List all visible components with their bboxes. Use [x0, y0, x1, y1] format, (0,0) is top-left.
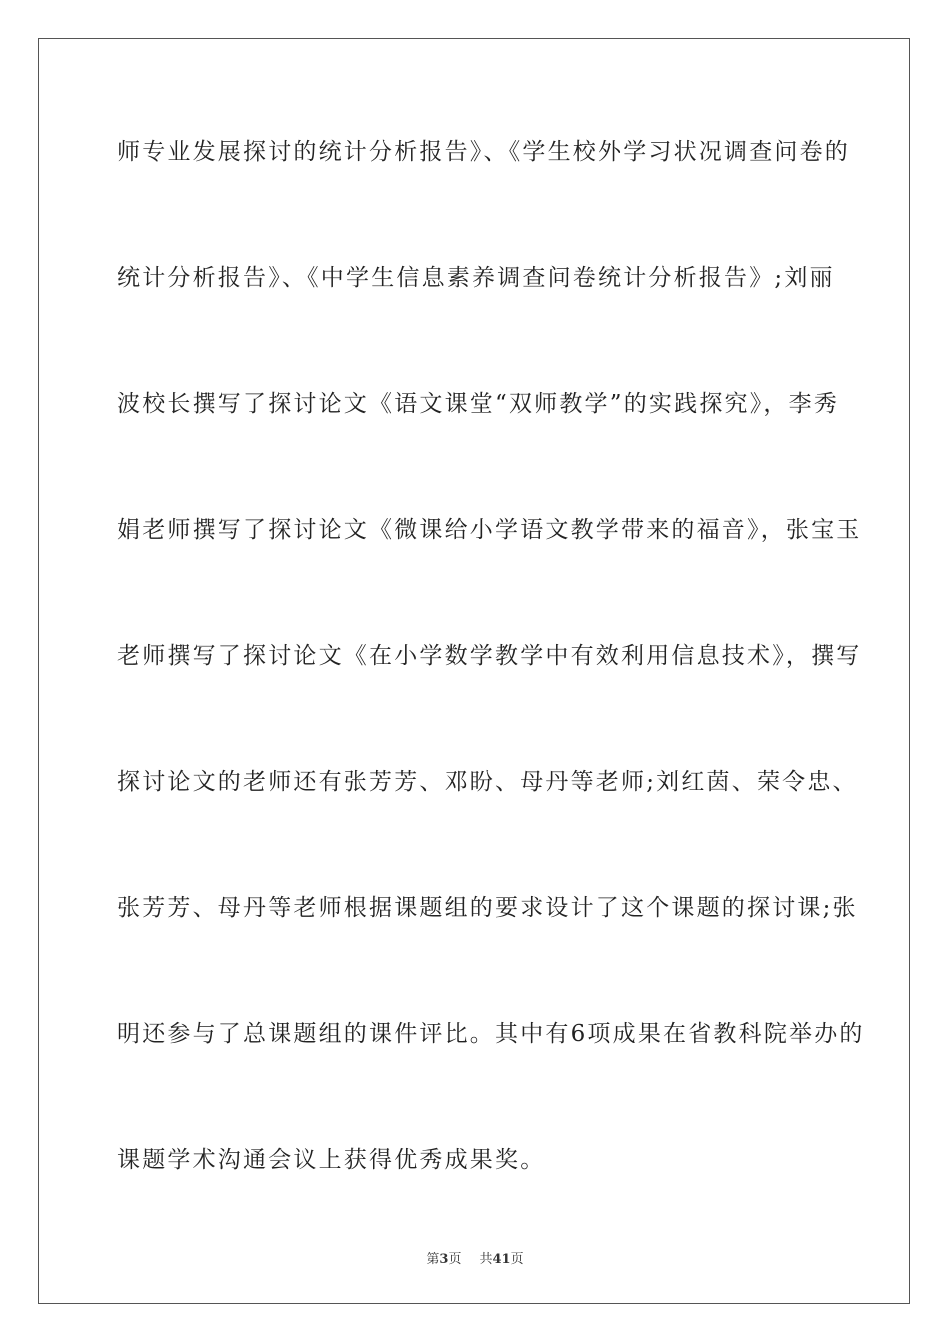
- text-line-9: 课题学术沟通会议上获得优秀成果奖。: [117, 1147, 546, 1173]
- text-line-5: 老师撰写了探讨论文《在小学数学教学中有效利用信息技术》，撰写: [117, 643, 862, 669]
- page-prefix: 第: [426, 1252, 440, 1267]
- text-line-4: 娟老师撰写了探讨论文《微课给小学语文教学带来的福音》，张宝玉: [117, 517, 862, 543]
- text-line-3: 波校长撰写了探讨论文《语文课堂“双师教学”的实践探究》，李秀: [117, 391, 840, 417]
- page-suffix: 页: [448, 1252, 462, 1267]
- text-line-6: 探讨论文的老师还有张芳芳、邓盼、母丹等老师;刘红茵、荣令忠、: [117, 769, 858, 795]
- text-line-2: 统计分析报告》、《中学生信息素养调查问卷统计分析报告》;刘丽: [117, 265, 835, 291]
- text-line-7: 张芳芳、母丹等老师根据课题组的要求设计了这个课题的探讨课;张: [117, 895, 858, 921]
- document-body: [117, 124, 865, 1258]
- text-line-1: 师专业发展探讨的统计分析报告》、《学生校外学习状况调查问卷的: [117, 139, 850, 165]
- total-prefix: 共: [479, 1252, 493, 1267]
- page-footer: [0, 1248, 950, 1267]
- text-line-8: 明还参与了总课题组的课件评比。其中有6项成果在省教科院举办的: [117, 1021, 865, 1047]
- total-suffix: 页: [510, 1252, 524, 1267]
- total-pages: 41: [492, 1252, 511, 1267]
- page-number: 3: [439, 1252, 449, 1267]
